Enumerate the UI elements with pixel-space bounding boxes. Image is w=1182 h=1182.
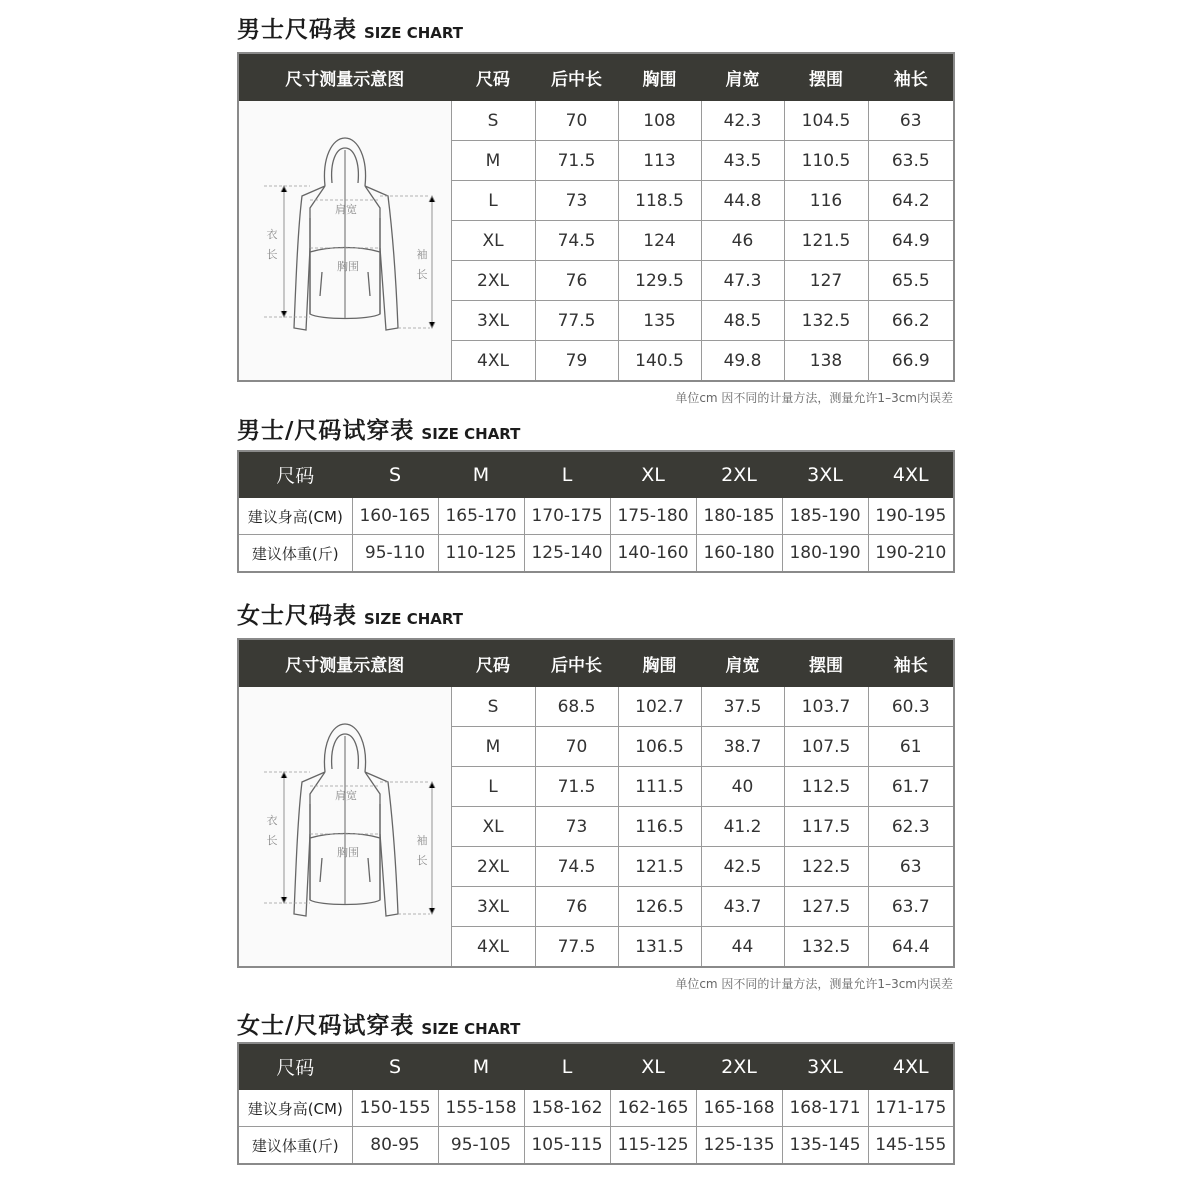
range-cell: 135-145	[782, 1127, 868, 1165]
measurement-cell: 131.5	[618, 927, 701, 968]
measurement-cell: 112.5	[784, 767, 868, 807]
column-header: 肩宽	[701, 53, 784, 101]
range-cell: 155-158	[438, 1090, 524, 1127]
column-header: L	[524, 451, 610, 498]
women-size-table	[237, 638, 955, 968]
column-header: 后中长	[535, 639, 618, 687]
size-cell: 4XL	[451, 927, 535, 968]
measurement-cell: 70	[535, 101, 618, 141]
svg-text:长: 长	[266, 248, 278, 261]
column-header: S	[352, 451, 438, 498]
men-size-title: 男士尺码表 SIZE CHART	[237, 17, 464, 43]
column-header: 3XL	[782, 1043, 868, 1090]
header-row	[238, 1043, 954, 1090]
measurement-cell: 63	[868, 101, 954, 141]
column-header: 2XL	[696, 1043, 782, 1090]
measurement-cell: 64.2	[868, 181, 954, 221]
measurement-cell: 37.5	[701, 687, 784, 727]
table-row	[238, 498, 954, 535]
measurement-cell: 60.3	[868, 687, 954, 727]
svg-text:长: 长	[416, 268, 428, 281]
women-fit-title: 女士/尺码试穿表 SIZE CHART	[237, 1013, 521, 1039]
svg-text:长: 长	[266, 834, 278, 847]
measurement-cell: 122.5	[784, 847, 868, 887]
measurement-cell: 61.7	[868, 767, 954, 807]
table-row	[238, 535, 954, 573]
women-size-section	[237, 590, 953, 994]
measurement-cell: 46	[701, 221, 784, 261]
range-cell: 158-162	[524, 1090, 610, 1127]
measurement-cell: 121.5	[784, 221, 868, 261]
measurement-cell: 113	[618, 141, 701, 181]
range-cell: 125-140	[524, 535, 610, 573]
header-row	[238, 639, 954, 687]
measurement-cell: 48.5	[701, 301, 784, 341]
measurement-cell: 71.5	[535, 767, 618, 807]
men-size-section	[237, 4, 953, 408]
column-header: 尺寸测量示意图	[238, 639, 451, 687]
svg-text:肩宽: 肩宽	[334, 203, 357, 216]
measurement-cell: 66.9	[868, 341, 954, 382]
svg-text:衣: 衣	[266, 814, 278, 827]
size-cell: S	[451, 687, 535, 727]
range-cell: 170-175	[524, 498, 610, 535]
measurement-cell: 103.7	[784, 687, 868, 727]
measurement-cell: 77.5	[535, 301, 618, 341]
measurement-cell: 43.7	[701, 887, 784, 927]
measurement-cell: 127.5	[784, 887, 868, 927]
header-row	[238, 451, 954, 498]
measurement-cell: 108	[618, 101, 701, 141]
men-fit-section	[237, 405, 953, 573]
measurement-cell: 118.5	[618, 181, 701, 221]
women-fit-section	[237, 1000, 953, 1165]
jacket-diagram-icon	[250, 128, 440, 348]
range-cell: 140-160	[610, 535, 696, 573]
measurement-cell: 68.5	[535, 687, 618, 727]
table-row	[238, 1127, 954, 1165]
jacket-diagram-icon	[250, 714, 440, 934]
range-cell: 80-95	[352, 1127, 438, 1165]
column-header: 后中长	[535, 53, 618, 101]
size-cell: 3XL	[451, 301, 535, 341]
measurement-cell: 107.5	[784, 727, 868, 767]
row-label: 建议身高(CM)	[238, 498, 352, 535]
table-row	[238, 101, 954, 141]
measurement-cell: 124	[618, 221, 701, 261]
measurement-cell: 126.5	[618, 887, 701, 927]
column-header: S	[352, 1043, 438, 1090]
column-header: M	[438, 451, 524, 498]
header-row	[238, 53, 954, 101]
measurement-cell: 121.5	[618, 847, 701, 887]
measurement-cell: 77.5	[535, 927, 618, 968]
men-size-table	[237, 52, 955, 382]
measurement-cell: 111.5	[618, 767, 701, 807]
measurement-cell: 132.5	[784, 301, 868, 341]
measurement-cell: 62.3	[868, 807, 954, 847]
women-fit-table	[237, 1042, 955, 1165]
column-header: 尺码	[238, 1043, 352, 1090]
measurement-cell: 64.4	[868, 927, 954, 968]
men-size-note: 单位cm 因不同的计量方法，测量允许1–3cm内误差	[675, 391, 953, 405]
measurement-cell: 66.2	[868, 301, 954, 341]
range-cell: 105-115	[524, 1127, 610, 1165]
svg-text:袖: 袖	[416, 248, 428, 261]
women-size-note: 单位cm 因不同的计量方法，测量允许1–3cm内误差	[675, 977, 953, 991]
column-header: 肩宽	[701, 639, 784, 687]
men-fit-title: 男士/尺码试穿表 SIZE CHART	[237, 418, 521, 444]
row-label: 建议身高(CM)	[238, 1090, 352, 1127]
measurement-cell: 73	[535, 181, 618, 221]
measurement-cell: 70	[535, 727, 618, 767]
column-header: 尺码	[451, 53, 535, 101]
column-header: 尺寸测量示意图	[238, 53, 451, 101]
measurement-cell: 73	[535, 807, 618, 847]
measurement-cell: 102.7	[618, 687, 701, 727]
column-header: 4XL	[868, 451, 954, 498]
size-cell: XL	[451, 807, 535, 847]
column-header: 尺码	[451, 639, 535, 687]
measurement-cell: 104.5	[784, 101, 868, 141]
range-cell: 125-135	[696, 1127, 782, 1165]
measurement-cell: 65.5	[868, 261, 954, 301]
measurement-cell: 132.5	[784, 927, 868, 968]
range-cell: 190-195	[868, 498, 954, 535]
measurement-figure	[238, 101, 451, 382]
measurement-cell: 43.5	[701, 141, 784, 181]
range-cell: 150-155	[352, 1090, 438, 1127]
range-cell: 185-190	[782, 498, 868, 535]
range-cell: 115-125	[610, 1127, 696, 1165]
measurement-cell: 74.5	[535, 221, 618, 261]
range-cell: 145-155	[868, 1127, 954, 1165]
measurement-cell: 110.5	[784, 141, 868, 181]
range-cell: 95-110	[352, 535, 438, 573]
measurement-cell: 42.5	[701, 847, 784, 887]
svg-text:胸围: 胸围	[336, 846, 359, 859]
size-cell: 4XL	[451, 341, 535, 382]
measurement-cell: 129.5	[618, 261, 701, 301]
size-cell: M	[451, 727, 535, 767]
row-label: 建议体重(斤)	[238, 535, 352, 573]
column-header: 尺码	[238, 451, 352, 498]
measurement-cell: 44	[701, 927, 784, 968]
range-cell: 110-125	[438, 535, 524, 573]
measurement-cell: 116	[784, 181, 868, 221]
column-header: 4XL	[868, 1043, 954, 1090]
measurement-cell: 127	[784, 261, 868, 301]
measurement-cell: 140.5	[618, 341, 701, 382]
range-cell: 180-190	[782, 535, 868, 573]
column-header: L	[524, 1043, 610, 1090]
row-label: 建议体重(斤)	[238, 1127, 352, 1165]
svg-text:袖: 袖	[416, 834, 428, 847]
column-header: 摆围	[784, 53, 868, 101]
column-header: 2XL	[696, 451, 782, 498]
measurement-cell: 61	[868, 727, 954, 767]
size-cell: 2XL	[451, 847, 535, 887]
size-cell: L	[451, 767, 535, 807]
svg-text:衣: 衣	[266, 228, 278, 241]
measurement-cell: 116.5	[618, 807, 701, 847]
range-cell: 165-168	[696, 1090, 782, 1127]
measurement-cell: 63	[868, 847, 954, 887]
measurement-cell: 40	[701, 767, 784, 807]
svg-text:胸围: 胸围	[336, 260, 359, 273]
women-size-title: 女士尺码表 SIZE CHART	[237, 603, 464, 629]
column-header: 胸围	[618, 53, 701, 101]
measurement-cell: 44.8	[701, 181, 784, 221]
measurement-cell: 71.5	[535, 141, 618, 181]
measurement-cell: 117.5	[784, 807, 868, 847]
measurement-cell: 63.7	[868, 887, 954, 927]
range-cell: 160-165	[352, 498, 438, 535]
range-cell: 95-105	[438, 1127, 524, 1165]
measurement-cell: 138	[784, 341, 868, 382]
size-cell: 3XL	[451, 887, 535, 927]
size-cell: M	[451, 141, 535, 181]
measurement-cell: 76	[535, 887, 618, 927]
svg-text:肩宽: 肩宽	[334, 789, 357, 802]
range-cell: 180-185	[696, 498, 782, 535]
range-cell: 165-170	[438, 498, 524, 535]
measurement-cell: 41.2	[701, 807, 784, 847]
measurement-cell: 42.3	[701, 101, 784, 141]
range-cell: 190-210	[868, 535, 954, 573]
measurement-cell: 106.5	[618, 727, 701, 767]
column-header: XL	[610, 451, 696, 498]
range-cell: 171-175	[868, 1090, 954, 1127]
range-cell: 175-180	[610, 498, 696, 535]
measurement-cell: 74.5	[535, 847, 618, 887]
table-row	[238, 1090, 954, 1127]
size-cell: 2XL	[451, 261, 535, 301]
measurement-cell: 79	[535, 341, 618, 382]
column-header: 袖长	[868, 53, 954, 101]
column-header: 3XL	[782, 451, 868, 498]
measurement-cell: 49.8	[701, 341, 784, 382]
measurement-cell: 76	[535, 261, 618, 301]
column-header: M	[438, 1043, 524, 1090]
size-cell: XL	[451, 221, 535, 261]
column-header: 胸围	[618, 639, 701, 687]
measurement-figure	[238, 687, 451, 968]
column-header: XL	[610, 1043, 696, 1090]
measurement-cell: 47.3	[701, 261, 784, 301]
range-cell: 162-165	[610, 1090, 696, 1127]
size-cell: L	[451, 181, 535, 221]
measurement-cell: 38.7	[701, 727, 784, 767]
svg-text:长: 长	[416, 854, 428, 867]
range-cell: 168-171	[782, 1090, 868, 1127]
measurement-cell: 63.5	[868, 141, 954, 181]
column-header: 袖长	[868, 639, 954, 687]
column-header: 摆围	[784, 639, 868, 687]
men-fit-table	[237, 450, 955, 573]
range-cell: 160-180	[696, 535, 782, 573]
measurement-cell: 64.9	[868, 221, 954, 261]
measurement-cell: 135	[618, 301, 701, 341]
size-cell: S	[451, 101, 535, 141]
table-row	[238, 687, 954, 727]
